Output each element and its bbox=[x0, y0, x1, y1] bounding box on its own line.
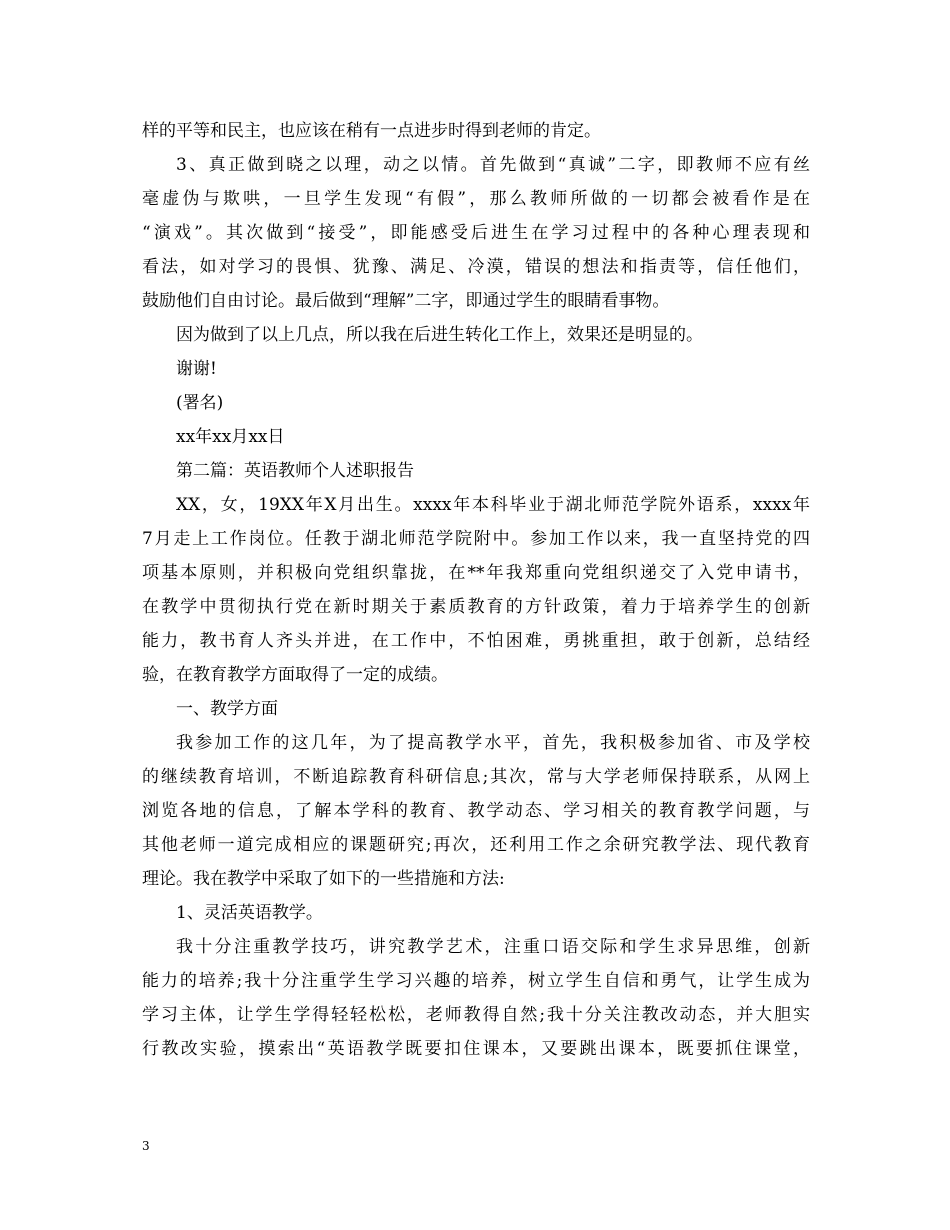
text-line: 谢谢! bbox=[176, 359, 217, 379]
page-number: 3 bbox=[142, 1139, 150, 1153]
text-line: 在教学中贯彻执行党在新时期关于素质教育的方针政策，着力于培养学生的创新 bbox=[142, 597, 810, 617]
list-item-heading: 1、灵活英语教学。 bbox=[176, 903, 323, 923]
text-line: “演戏”。其次做到“接受”，即能感受后进生在学习过程中的各种心理表现和 bbox=[142, 223, 810, 243]
subsection-heading: 一、教学方面 bbox=[176, 699, 278, 719]
text-line: 毫虚伪与欺哄，一旦学生发现“有假”，那么教师所做的一切都会被看作是在 bbox=[142, 189, 810, 209]
text-line: 其他老师一道完成相应的课题研究;再次，还利用工作之余研究教学法、现代教育 bbox=[142, 835, 810, 855]
text-line: 验，在教育教学方面取得了一定的成绩。 bbox=[142, 665, 448, 685]
text-line: 的继续教育培训，不断追踪教育科研信息;其次，常与大学老师保持联系，从网上 bbox=[142, 767, 810, 787]
text-line: 我参加工作的这几年，为了提高教学水平，首先，我积极参加省、市及学校 bbox=[176, 733, 810, 753]
text-line: 学习主体，让学生学得轻轻松松，老师教得自然;我十分关注教改动态，并大胆实 bbox=[142, 1005, 810, 1025]
text-line: XX，女，19XX年X月出生。xxxx年本科毕业于湖北师范学院外语系，xxxx年 bbox=[176, 495, 810, 515]
text-line: 因为做到了以上几点，所以我在后进生转化工作上，效果还是明显的。 bbox=[176, 325, 703, 345]
text-line: 浏览各地的信息，了解本学科的教育、教学动态、学习相关的教育教学问题，与 bbox=[142, 801, 810, 821]
text-line: 我十分注重教学技巧，讲究教学艺术，注重口语交际和学生求异思维，创新 bbox=[176, 937, 810, 957]
text-line: 能力的培养;我十分注重学生学习兴趣的培养，树立学生自信和勇气，让学生成为 bbox=[142, 971, 810, 991]
document-body bbox=[142, 114, 810, 1066]
text-line: 7月走上工作岗位。任教于湖北师范学院附中。参加工作以来，我一直坚持党的四 bbox=[142, 529, 810, 549]
signature-placeholder: (署名) bbox=[176, 393, 224, 413]
text-line: 项基本原则，并积极向党组织靠拢，在**年我郑重向党组织递交了入党申请书， bbox=[142, 563, 810, 583]
text-line: 鼓励他们自由讨论。最后做到“理解”二字，即通过学生的眼睛看事物。 bbox=[142, 291, 670, 311]
text-line: 能力，教书育人齐头并进，在工作中，不怕困难，勇挑重担，敢于创新，总结经 bbox=[142, 631, 810, 651]
text-line: 理论。我在教学中采取了如下的一些措施和方法: bbox=[142, 869, 505, 889]
text-line: 样的平等和民主，也应该在稍有一点进步时得到老师的肯定。 bbox=[142, 121, 601, 141]
text-line: 行教改实验，摸索出“英语教学既要扣住课本，又要跳出课本，既要抓住课堂， bbox=[142, 1039, 810, 1059]
text-line: 3、真正做到晓之以理，动之以情。首先做到“真诚”二字，即教师不应有丝 bbox=[176, 155, 810, 175]
text-line: 看法，如对学习的畏惧、犹豫、满足、冷漠，错误的想法和指责等，信任他们， bbox=[142, 257, 810, 277]
date-line: xx年xx月xx日 bbox=[176, 427, 285, 447]
section-title: 第二篇：英语教师个人述职报告 bbox=[176, 461, 414, 481]
